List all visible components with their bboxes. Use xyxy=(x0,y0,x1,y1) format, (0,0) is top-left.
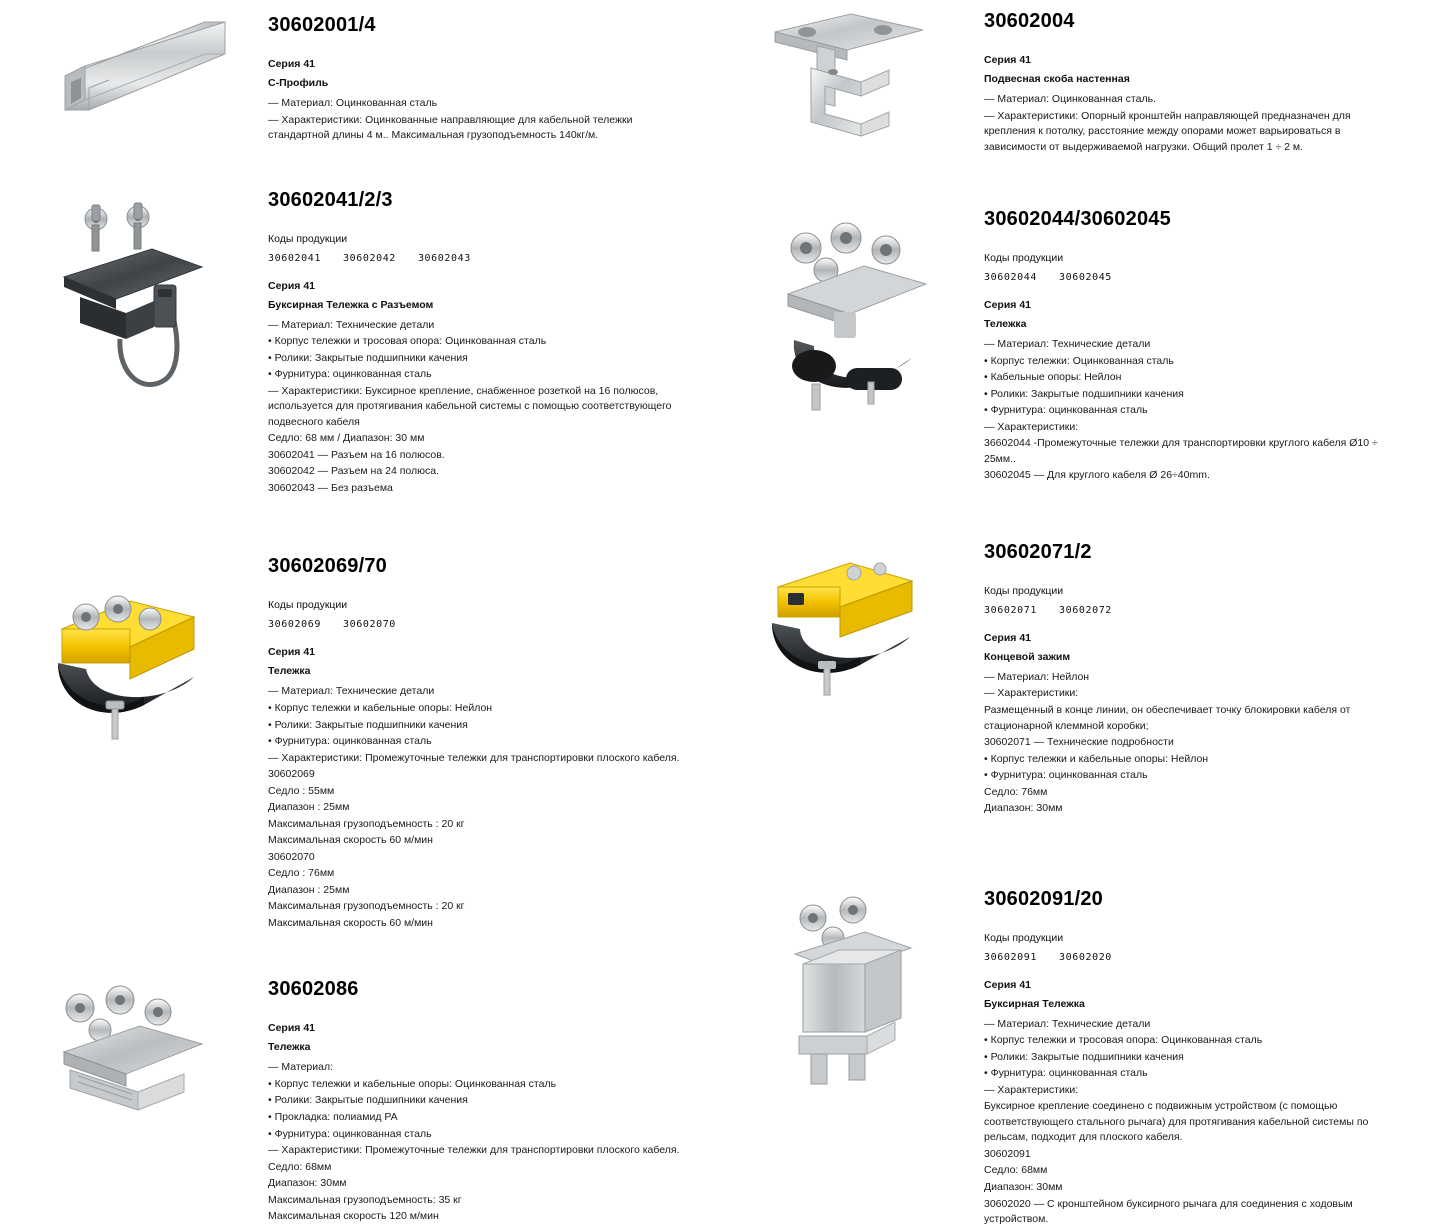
product-bullets-secondary xyxy=(984,752,1404,784)
spec-line: 30602071 — Технические подробности xyxy=(984,736,1174,749)
product-name: Тележка xyxy=(268,1041,311,1054)
product-name: Буксирная Тележка с Разъемом xyxy=(268,298,434,311)
product-code-title: 30602071/2 xyxy=(984,540,1092,563)
product-name: Тележка xyxy=(984,318,1027,331)
product-image-yellow-trolley xyxy=(0,555,268,745)
product-image-steel-trolley xyxy=(0,978,268,1138)
product-bullets xyxy=(984,92,1404,155)
product-code-chip: 30602071 xyxy=(984,604,1037,616)
bullet-item: • Кабельные опоры: Нейлон xyxy=(984,371,1122,384)
spec-line: 30602070 xyxy=(268,850,315,863)
bullet-item: • Корпус тележки: Оцинкованная сталь xyxy=(984,354,1174,367)
bullet-item: • Корпус тележки и кабельные опоры: Нейлон xyxy=(268,701,493,714)
product-series: Серия 41 xyxy=(268,1022,316,1035)
product-code-title: 30602001/4 xyxy=(268,14,376,36)
spec-line: Максимальная грузоподъемность: 35 кг xyxy=(268,1193,462,1206)
spec-line: 30602020 — С кронштейном буксирного рычага для соединения с ходовым устройством. xyxy=(984,1197,1353,1226)
end-clamp-photo xyxy=(750,541,950,701)
spec-line: Размещенный в конце линии, он обеспечивает точку блокировки кабеля от стационарной клеммной коробки; xyxy=(984,703,1351,732)
product-code-chip: 30602020 xyxy=(1058,951,1112,963)
product-image-tow-trolley xyxy=(716,888,984,1098)
product-spec-lines xyxy=(268,1160,688,1225)
product-code-title: 30602069/70 xyxy=(268,555,387,578)
product-code-title: 30602086 xyxy=(268,978,359,1001)
bullet-item: — Материал: Нейлон xyxy=(984,670,1090,683)
product-entry xyxy=(0,497,716,932)
product-code-title: 30602044/30602045 xyxy=(984,208,1171,231)
bullet-item: • Ролики: Закрытые подшипники качения xyxy=(268,1094,468,1107)
left-column xyxy=(0,0,716,1226)
spec-line: 30602042 — Разъем на 24 полюса. xyxy=(268,465,440,478)
product-entry xyxy=(0,0,716,145)
product-series: Серия 41 xyxy=(984,978,1032,991)
product-bullets xyxy=(268,684,688,766)
product-spec-lines xyxy=(984,1099,1404,1227)
bullet-item: — Материал: Технические детали xyxy=(268,685,435,698)
product-codes-label: Коды продукции xyxy=(984,584,1064,597)
product-name: Подвесная скоба настенная xyxy=(984,73,1130,85)
product-code-chip: 30602044 xyxy=(984,272,1037,284)
bullet-item: — Материал: Технические детали xyxy=(984,1017,1151,1030)
spec-line: 30602069 xyxy=(268,768,315,781)
product-details xyxy=(984,888,1422,1229)
product-code-chip: 30602041 xyxy=(268,252,321,264)
product-codes-label: Коды продукции xyxy=(268,599,348,612)
product-image-c-profile xyxy=(0,14,268,124)
bullet-item: • Корпус тележки и тросовая опора: Оцинкованная сталь xyxy=(268,335,547,348)
spec-line: 36602044 -Промежуточные тележки для транспортировки круглого кабеля Ø10 ÷ 25мм.. xyxy=(984,437,1378,465)
product-codes-list xyxy=(268,619,688,630)
spec-line: 30602043 — Без разъема xyxy=(268,481,393,494)
bullet-item: • Фурнитура: оцинкованная сталь xyxy=(984,404,1148,417)
bullet-item: • Фурнитура: оцинкованная сталь xyxy=(984,1067,1148,1080)
product-bullets xyxy=(984,670,1404,702)
spec-line: Диапазон : 25мм xyxy=(268,883,350,896)
wall-bracket-photo xyxy=(755,10,945,140)
bullet-item: • Ролики: Закрытые подшипники качения xyxy=(268,718,468,731)
product-details xyxy=(984,208,1422,485)
bullet-item: • Корпус тележки и тросовая опора: Оцинкованная сталь xyxy=(984,1034,1263,1047)
spec-line: 30602041 — Разъем на 16 полюсов. xyxy=(268,448,445,461)
product-spec-lines-secondary xyxy=(984,785,1404,817)
product-name: С-Профиль xyxy=(268,77,329,89)
product-details xyxy=(984,541,1422,818)
product-spec-lines xyxy=(268,431,688,496)
product-image-tow-trolley-connector xyxy=(0,189,268,409)
product-series: Серия 41 xyxy=(984,631,1032,644)
tow-trolley-with-connector-photo xyxy=(34,189,234,409)
product-series: Серия 41 xyxy=(984,299,1032,312)
product-code-chip: 30602042 xyxy=(342,252,396,264)
bullet-item: — Материал: Оцинкованная сталь. xyxy=(984,93,1156,105)
product-code-title: 30602091/20 xyxy=(984,887,1103,910)
product-code-chip: 30602072 xyxy=(1058,604,1112,616)
product-bullets xyxy=(984,337,1404,435)
spec-line: Буксирное крепление соединено с подвижным устройством (с помощью соответствующего стального рычага) для протягивания кабельной системы по рельсам, подходит для плоского кабеля. xyxy=(984,1100,1369,1144)
product-code-title: 30602041/2/3 xyxy=(268,188,393,211)
spec-line: Максимальная скорость 60 м/мин xyxy=(268,916,433,929)
product-spec-lines xyxy=(984,436,1404,484)
product-details xyxy=(268,189,706,498)
bullet-item: • Фурнитура: оцинкованная сталь xyxy=(268,735,432,748)
bullet-item: — Характеристики: xyxy=(984,420,1079,433)
product-details xyxy=(268,555,706,932)
spec-line: Максимальная грузоподъемность : 20 кг xyxy=(268,817,465,830)
spec-line: 30602091 xyxy=(984,1147,1031,1160)
bullet-item: • Фурнитура: оцинкованная сталь xyxy=(984,769,1148,782)
spec-line: Диапазон: 30мм xyxy=(268,1177,347,1190)
spec-line: Седло : 76мм xyxy=(268,867,335,880)
product-entry xyxy=(716,485,1432,818)
product-bullets xyxy=(268,1060,688,1158)
product-details xyxy=(268,978,706,1225)
spec-line: Максимальная скорость 120 м/мин xyxy=(268,1210,439,1223)
product-code-chip: 30602091 xyxy=(984,951,1037,963)
product-entry xyxy=(716,156,1432,485)
bullet-item: — Характеристики: Оцинкованные направляющие для кабельной тележки стандартной длины 4 м.. Максимальная грузоподъемность 140кг/м. xyxy=(268,113,633,142)
steel-flat-cable-trolley-photo xyxy=(34,978,234,1138)
bullet-item: — Характеристики: Буксирное крепление, снабженное розеткой на 16 полюсов, используется для протягивания кабельной системы с помощью соответствующего подвесного кабеля xyxy=(268,384,672,428)
product-bullets xyxy=(268,96,688,144)
product-name: Концевой зажим xyxy=(984,650,1071,663)
product-codes-label: Коды продукции xyxy=(984,931,1064,944)
spec-line: Диапазон : 25мм xyxy=(268,801,350,814)
product-codes-list xyxy=(984,952,1404,963)
bullet-item: • Фурнитура: оцинкованная сталь xyxy=(268,1127,432,1140)
bullet-item: • Ролики: Закрытые подшипники качения xyxy=(268,351,468,364)
product-codes-list xyxy=(984,272,1404,283)
product-bullets xyxy=(268,318,688,431)
product-spec-lines xyxy=(984,703,1404,751)
bullet-item: • Корпус тележки и кабельные опоры: Нейлон xyxy=(984,752,1209,765)
bullet-item: • Корпус тележки и кабельные опоры: Оцинкованная сталь xyxy=(268,1077,557,1090)
spec-line: Диапазон: 30мм xyxy=(984,802,1063,815)
product-series: Серия 41 xyxy=(268,646,316,659)
spec-line: Седло: 68 мм / Диапазон: 30 мм xyxy=(268,432,425,445)
bullet-item: — Характеристики: Промежуточные тележки для транспортировки плоского кабеля. xyxy=(268,1144,680,1157)
product-code-title: 30602004 xyxy=(984,10,1075,32)
spec-line: Седло: 76мм xyxy=(984,785,1048,798)
product-series: Серия 41 xyxy=(268,279,316,292)
product-name: Буксирная Тележка xyxy=(984,997,1085,1010)
product-image-wall-bracket xyxy=(716,10,984,140)
product-name: Тележка xyxy=(268,665,311,678)
bullet-item: — Характеристики: xyxy=(984,1083,1079,1096)
product-code-chip: 30602069 xyxy=(268,619,321,631)
spec-line: Седло: 68мм xyxy=(984,1164,1048,1177)
product-codes-list xyxy=(268,253,688,264)
bullet-item: • Ролики: Закрытые подшипники качения xyxy=(984,1050,1184,1063)
product-codes-label: Коды продукции xyxy=(268,232,348,245)
spec-line: Диапазон: 30мм xyxy=(984,1181,1063,1193)
spec-line: Максимальная скорость 60 м/мин xyxy=(268,834,433,847)
c-profile-rail-photo xyxy=(29,14,239,124)
product-codes-label: Коды продукции xyxy=(984,252,1064,265)
spec-line: Седло: 68мм xyxy=(268,1160,332,1173)
bullet-item: — Характеристики: Промежуточные тележки для транспортировки плоского кабеля. xyxy=(268,751,680,764)
product-spec-lines xyxy=(268,767,688,931)
product-entry xyxy=(0,145,716,498)
product-bullets xyxy=(984,1017,1404,1099)
right-column xyxy=(716,0,1432,1229)
product-image-end-clamp xyxy=(716,541,984,701)
product-codes-list xyxy=(984,605,1404,616)
product-entry xyxy=(716,818,1432,1229)
round-cable-trolley-photo xyxy=(750,208,950,428)
bullet-item: • Ролики: Закрытые подшипники качения xyxy=(984,387,1184,400)
spec-line: Седло : 55мм xyxy=(268,784,335,797)
bullet-item: — Материал: Оцинкованная сталь xyxy=(268,97,438,109)
bullet-item: — Характеристики: Опорный кронштейн направляющей предназначен для крепления к потолку, расстояние между опорами может варьироваться в зависимости от выдерживаемой нагрузки. Общий пролет 1 ÷ 2 м. xyxy=(984,109,1351,153)
tow-trolley-photo xyxy=(755,888,945,1098)
product-series: Серия 41 xyxy=(984,54,1032,66)
spec-line: 30602045 — Для круглого кабеля Ø 26÷40mm. xyxy=(984,469,1210,482)
bullet-item: • Прокладка: полиамид PA xyxy=(268,1111,398,1123)
bullet-item: — Материал: Технические детали xyxy=(268,318,435,331)
product-entry xyxy=(716,0,1432,156)
bullet-item: — Материал: Технические детали xyxy=(984,338,1151,351)
product-code-chip: 30602045 xyxy=(1058,272,1112,284)
bullet-item: — Материал: xyxy=(268,1061,334,1074)
yellow-flat-cable-trolley-photo xyxy=(34,555,234,745)
product-details xyxy=(984,10,1422,156)
product-details xyxy=(268,14,706,145)
product-code-chip: 30602043 xyxy=(417,252,471,264)
spec-line: Максимальная грузоподъемность : 20 кг xyxy=(268,900,465,913)
product-image-round-cable-trolley xyxy=(716,208,984,428)
product-series: Серия 41 xyxy=(268,58,316,70)
bullet-item: • Фурнитура: оцинкованная сталь xyxy=(268,368,432,381)
product-code-chip: 30602070 xyxy=(342,619,396,631)
bullet-item: — Характеристики: xyxy=(984,687,1079,700)
